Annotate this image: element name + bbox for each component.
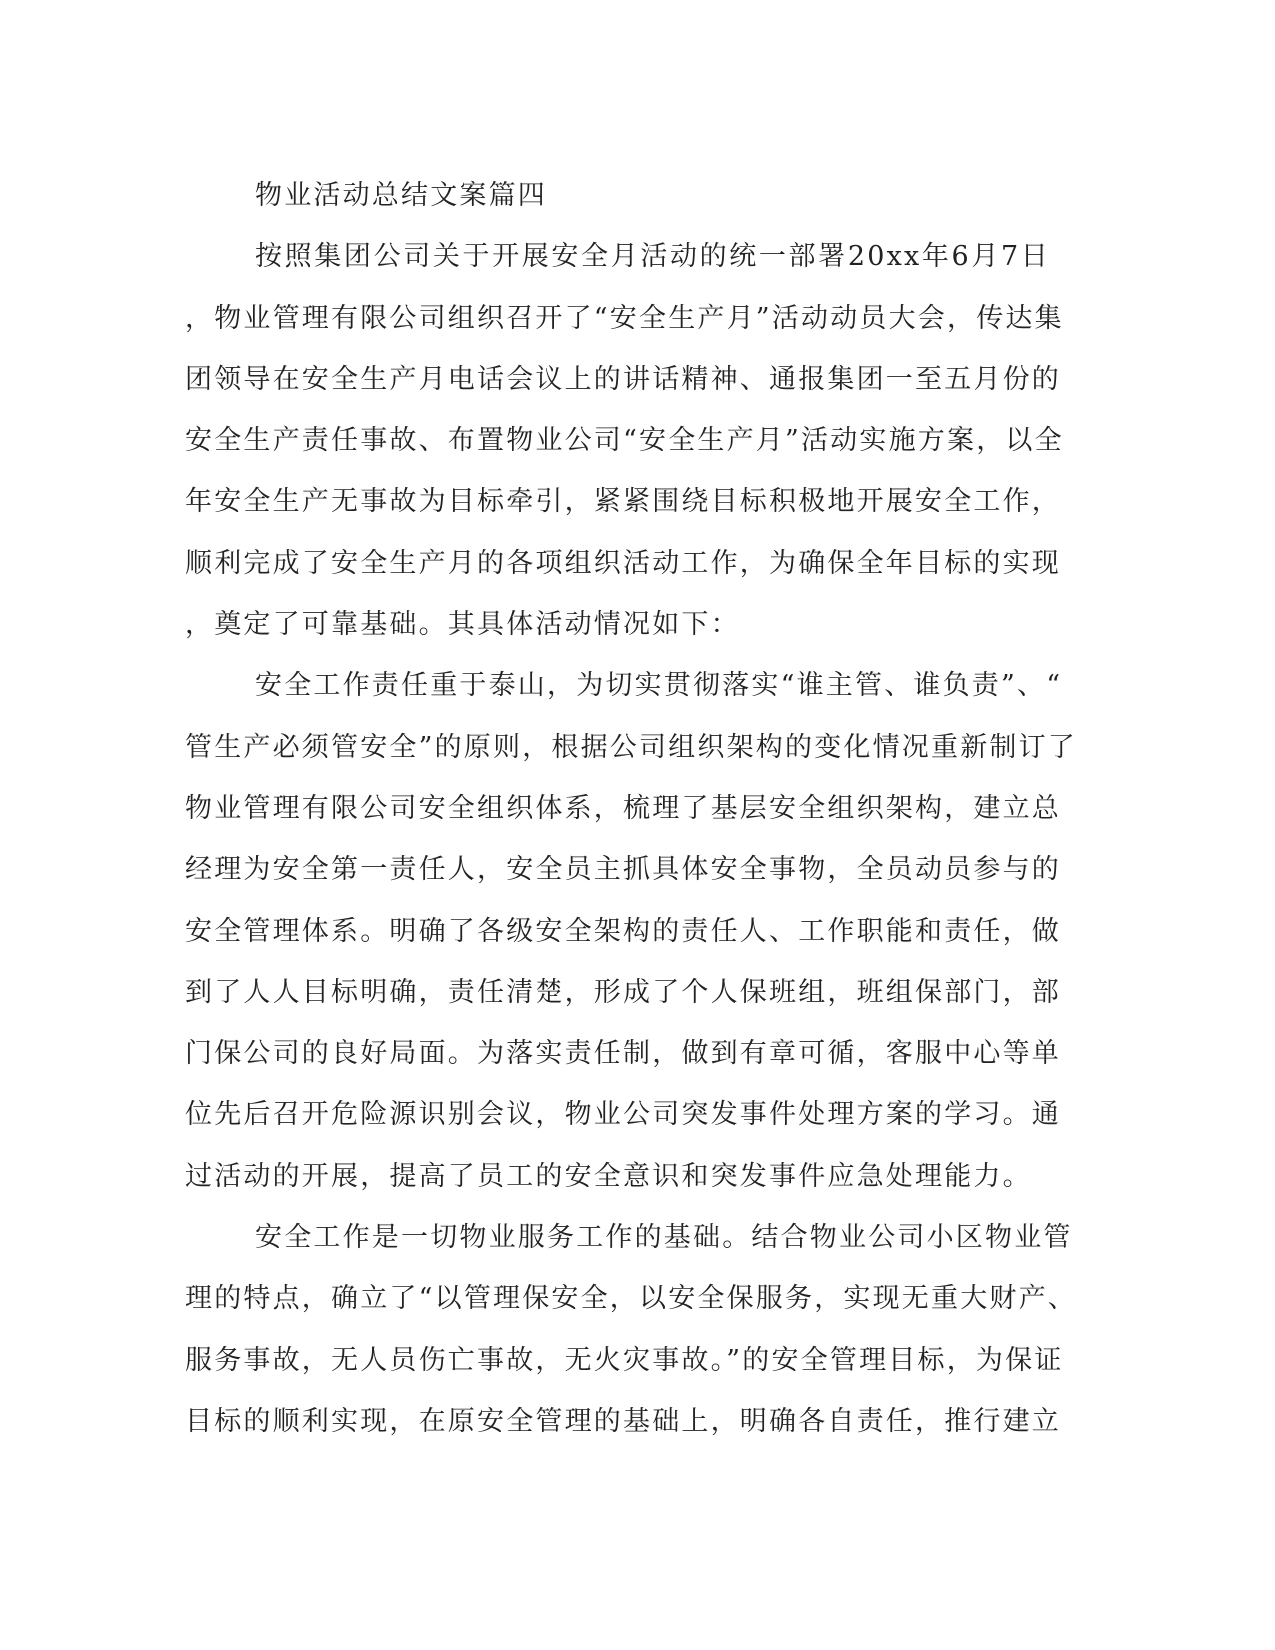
paragraph-line: 门保公司的良好局面。为落实责任制，做到有章可循，客服中心等单 [185, 1038, 1061, 1070]
paragraph-line: ，物业管理有限公司组织召开了“安全生产月”活动动员大会，传达集 [185, 302, 1064, 334]
paragraph-line: 服务事故，无人员伤亡事故，无火灾事故。”的安全管理目标，为保证 [185, 1344, 1064, 1376]
paragraph-line: 年安全生产无事故为目标牵引，紧紧围绕目标积极地开展安全工作， [185, 486, 1061, 518]
paragraph-line: 安全工作是一切物业服务工作的基础。结合物业公司小区物业管 [255, 1222, 1073, 1254]
paragraph-line: 管生产必须管安全”的原则，根据公司组织架构的变化情况重新制订了 [185, 731, 1078, 763]
paragraph-line: 安全生产责任事故、布置物业公司“安全生产月”活动实施方案，以全 [185, 425, 1064, 457]
paragraph-line: ，奠定了可靠基础。其具体活动情况如下： [185, 609, 740, 641]
paragraph-line: 按照集团公司关于开展安全月活动的统一部署20xx年6月7日 [255, 241, 1050, 273]
paragraph-1 [185, 226, 1064, 655]
paragraph-line: 经理为安全第一责任人，安全员主抓具体安全事物，全员动员参与的 [185, 854, 1061, 886]
paragraph-line: 位先后召开危险源识别会议，物业公司突发事件处理方案的学习。通 [185, 1099, 1061, 1131]
document-title: 物业活动总结文案篇四 [255, 180, 547, 211]
paragraph-line: 安全管理体系。明确了各级安全架构的责任人、工作职能和责任，做 [185, 915, 1061, 947]
paragraph-line: 安全工作责任重于泰山，为切实贯彻落实“谁主管、谁负责”、“ [255, 670, 1063, 702]
paragraph-line: 顺利完成了安全生产月的各项组织活动工作，为确保全年目标的实现 [185, 547, 1061, 579]
paragraph-line: 物业管理有限公司安全组织体系，梳理了基层安全组织架构，建立总 [185, 792, 1061, 824]
paragraph-line: 理的特点，确立了“以管理保安全，以安全保服务，实现无重大财产、 [185, 1283, 1078, 1315]
paragraph-line: 到了人人目标明确，责任清楚，形成了个人保班组，班组保部门，部 [185, 976, 1061, 1008]
paragraph-3 [185, 1207, 1078, 1452]
paragraph-2 [185, 655, 1078, 1207]
paragraph-line: 过活动的开展，提高了员工的安全意识和突发事件应急处理能力。 [185, 1160, 1032, 1192]
document-body [185, 165, 1078, 1452]
paragraph-line: 团领导在安全生产月电话会议上的讲话精神、通报集团一至五月份的 [185, 363, 1061, 395]
paragraph-line: 目标的顺利实现，在原安全管理的基础上，明确各自责任，推行建立 [185, 1405, 1061, 1437]
